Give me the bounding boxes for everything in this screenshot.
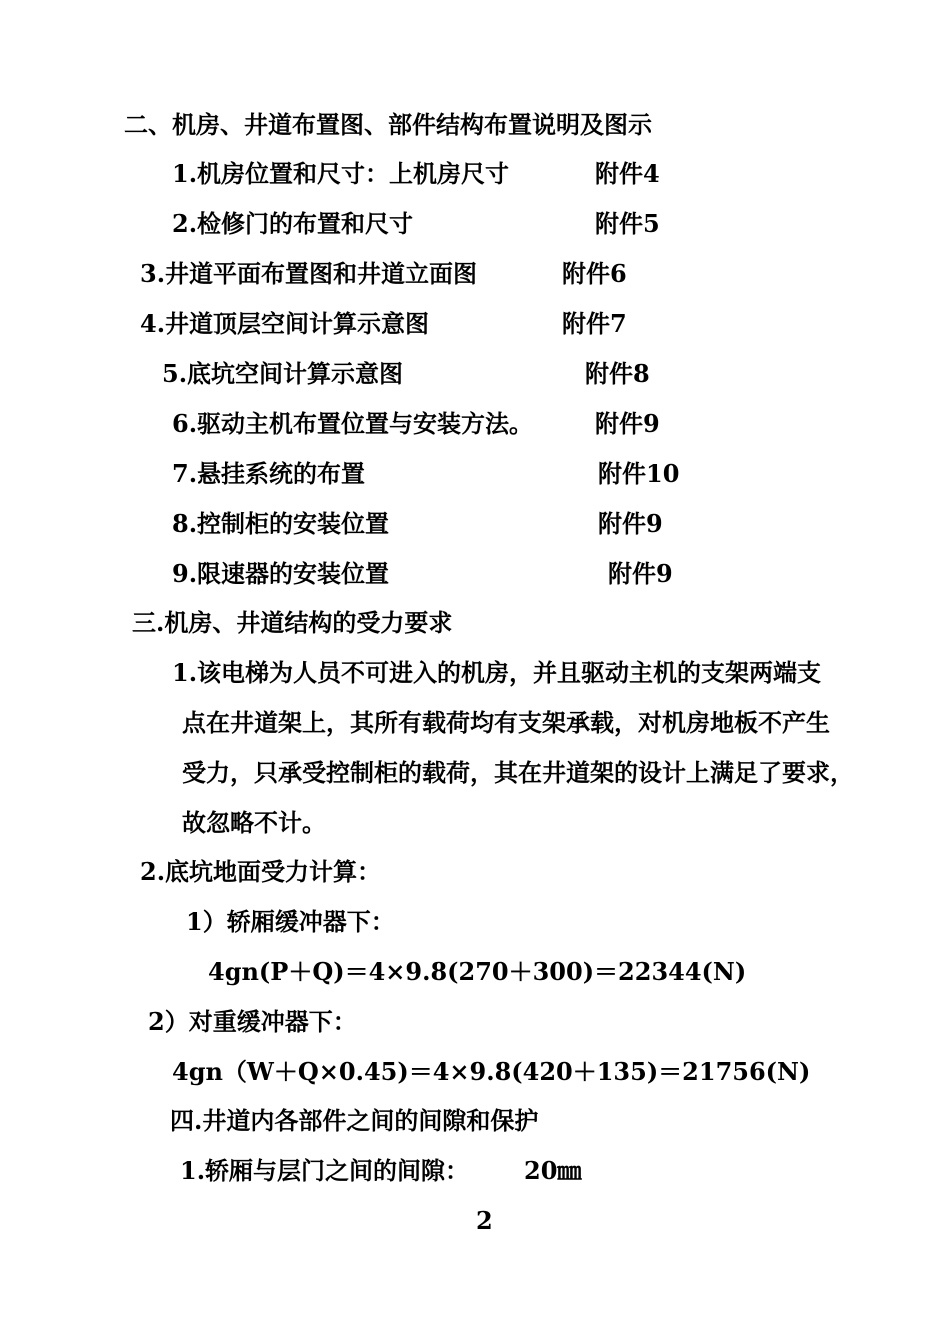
- section-3-formula2: 4gn（W＋Q×0.45)＝4×9.8(420＋135)＝21756(N): [172, 1057, 811, 1086]
- item-2-3-ref: 附件6: [562, 259, 627, 288]
- section-4-heading: 四.井道内各部件之间的间隙和保护: [170, 1106, 539, 1135]
- item-2-7: 7.悬挂系统的布置: [172, 459, 366, 488]
- section-3-para1-line4: 故忽略不计。: [182, 808, 326, 837]
- item-2-2-ref: 附件5: [595, 209, 660, 238]
- item-2-6-ref: 附件9: [595, 409, 660, 438]
- item-2-9-ref: 附件9: [608, 559, 673, 588]
- section-3-sub1: 1）轿厢缓冲器下：: [186, 907, 395, 936]
- item-2-4: 4.井道顶层空间计算示意图: [140, 309, 430, 338]
- section-3-sub2: 2）对重缓冲器下：: [148, 1007, 357, 1036]
- item-2-8: 8.控制柜的安装位置: [172, 509, 390, 538]
- section-3-para1-line1: 1.该电梯为人员不可进入的机房，并且驱动主机的支架两端支: [172, 658, 822, 687]
- section-3-para1-line3: 受力，只承受控制柜的载荷，其在井道架的设计上满足了要求，: [182, 758, 854, 787]
- item-2-5-ref: 附件8: [585, 359, 650, 388]
- section-3-formula1: 4gn(P＋Q)＝4×9.8(270＋300)＝22344(N): [208, 957, 747, 986]
- item-2-6: 6.驱动主机布置位置与安装方法。: [172, 409, 534, 438]
- item-2-3: 3.井道平面布置图和井道立面图: [140, 259, 478, 288]
- item-2-9: 9.限速器的安装位置: [172, 559, 390, 588]
- item-2-8-ref: 附件9: [598, 509, 663, 538]
- section-4-item1-label: 1.轿厢与层门之间的间隙：: [180, 1156, 470, 1185]
- section-2-heading: 二、机房、井道布置图、部件结构布置说明及图示: [124, 110, 652, 139]
- item-2-7-ref: 附件10: [598, 459, 680, 488]
- item-2-4-ref: 附件7: [562, 309, 627, 338]
- item-2-1: 1.机房位置和尺寸：上机房尺寸: [172, 159, 510, 188]
- section-4-item1-value: 20㎜: [524, 1156, 582, 1185]
- item-2-5: 5.底坑空间计算示意图: [162, 359, 404, 388]
- item-2-1-ref: 附件4: [595, 159, 660, 188]
- item-2-2: 2.检修门的布置和尺寸: [172, 209, 414, 238]
- page-number: 2: [476, 1206, 493, 1235]
- section-3-item2: 2.底坑地面受力计算：: [140, 857, 382, 886]
- section-3-para1-line2: 点在井道架上，其所有载荷均有支架承载，对机房地板不产生: [182, 708, 830, 737]
- section-3-heading: 三.机房、井道结构的受力要求: [132, 608, 453, 637]
